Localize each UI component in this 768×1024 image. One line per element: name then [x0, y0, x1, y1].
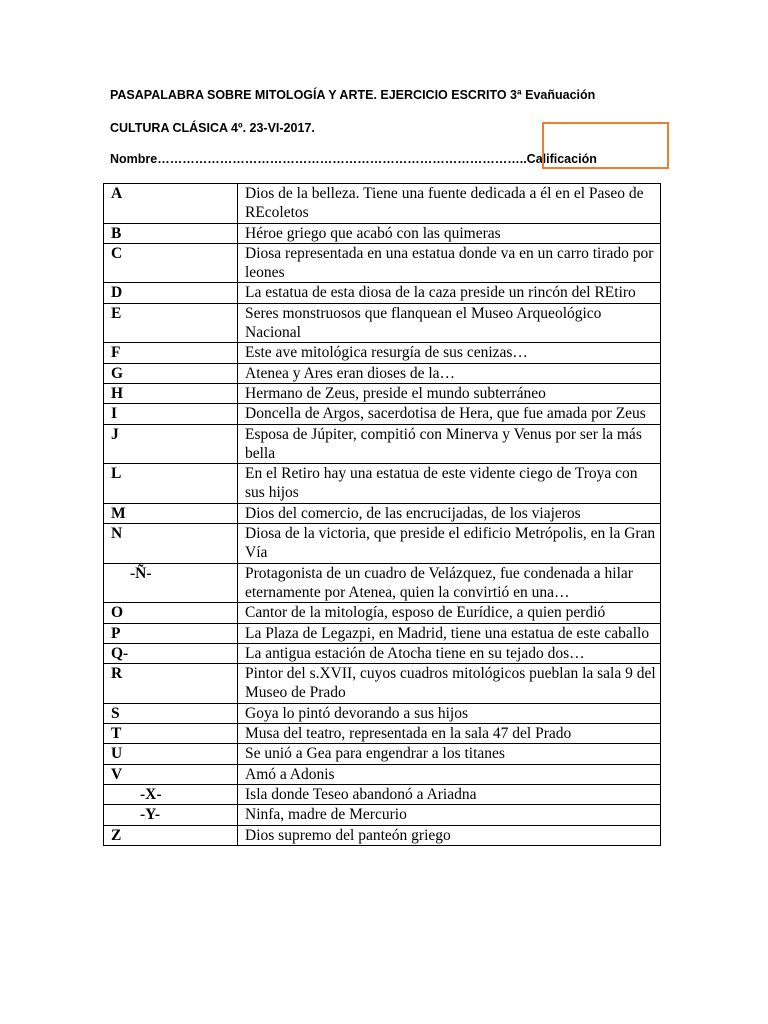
- table-row: [104, 825, 661, 845]
- row-letter: S: [104, 703, 238, 723]
- table-row: [104, 243, 661, 283]
- row-letter: N: [104, 524, 238, 564]
- table-row: [104, 223, 661, 243]
- row-clue: Dios de la belleza. Tiene una fuente dedicada a él en el Paseo de REcoletos: [238, 184, 661, 224]
- row-clue: Esposa de Júpiter, compitió con Minerva y Venus por ser la más bella: [238, 424, 661, 464]
- row-letter: J: [104, 424, 238, 464]
- row-letter: C: [104, 243, 238, 283]
- row-letter: H: [104, 383, 238, 403]
- table-row: [104, 764, 661, 784]
- table-row: [104, 623, 661, 643]
- name-line: Nombre……………………………………………………………………………..Calificación: [110, 152, 597, 166]
- row-clue: Héroe griego que acabó con las quimeras: [238, 223, 661, 243]
- row-letter: T: [104, 724, 238, 744]
- row-clue: Isla donde Teseo abandonó a Ariadna: [238, 784, 661, 804]
- row-letter: Z: [104, 825, 238, 845]
- row-clue: La Plaza de Legazpi, en Madrid, tiene una estatua de este caballo: [238, 623, 661, 643]
- table-row: [104, 503, 661, 523]
- row-clue: Seres monstruosos que flanquean el Museo Arqueológico Nacional: [238, 303, 661, 343]
- table-row: [104, 424, 661, 464]
- row-clue: Este ave mitológica resurgía de sus cenizas…: [238, 343, 661, 363]
- row-clue: Dios supremo del panteón griego: [238, 825, 661, 845]
- row-clue: Dios del comercio, de las encrucijadas, de los viajeros: [238, 503, 661, 523]
- row-letter: Q-: [104, 643, 238, 663]
- table-row: [104, 283, 661, 303]
- row-clue: Cantor de la mitología, esposo de Eurídice, a quien perdió: [238, 603, 661, 623]
- row-clue: Goya lo pintó devorando a sus hijos: [238, 703, 661, 723]
- table-row: [104, 563, 661, 603]
- row-clue: La antigua estación de Atocha tiene en su tejado dos…: [238, 643, 661, 663]
- table-row: [104, 664, 661, 704]
- table-row: [104, 643, 661, 663]
- row-clue: Se unió a Gea para engendrar a los titanes: [238, 744, 661, 764]
- table-row: [104, 524, 661, 564]
- course-line: CULTURA CLÁSICA 4º. 23-VI-2017.: [110, 121, 315, 135]
- row-clue: Musa del teatro, representada en la sala 47 del Prado: [238, 724, 661, 744]
- row-letter: B: [104, 223, 238, 243]
- row-clue: Hermano de Zeus, preside el mundo subterráneo: [238, 383, 661, 403]
- row-clue: En el Retiro hay una estatua de este vidente ciego de Troya con sus hijos: [238, 464, 661, 504]
- row-letter: O: [104, 603, 238, 623]
- row-clue: Ninfa, madre de Mercurio: [238, 805, 661, 825]
- row-clue: Pintor del s.XVII, cuyos cuadros mitológicos pueblan la sala 9 del Museo de Prado: [238, 664, 661, 704]
- table-row: [104, 603, 661, 623]
- table-row: [104, 744, 661, 764]
- table-row: [104, 805, 661, 825]
- quiz-table: [103, 183, 661, 846]
- row-clue: Diosa de la victoria, que preside el edificio Metrópolis, en la Gran Vía: [238, 524, 661, 564]
- row-letter: A: [104, 184, 238, 224]
- row-letter: P: [104, 623, 238, 643]
- row-letter: G: [104, 363, 238, 383]
- row-letter: -Ñ-: [104, 563, 238, 603]
- row-letter: M: [104, 503, 238, 523]
- row-letter: V: [104, 764, 238, 784]
- row-clue: Diosa representada en una estatua donde va en un carro tirado por leones: [238, 243, 661, 283]
- table-row: [104, 404, 661, 424]
- row-letter: D: [104, 283, 238, 303]
- table-row: [104, 303, 661, 343]
- row-letter: I: [104, 404, 238, 424]
- table-row: [104, 464, 661, 504]
- row-clue: Protagonista de un cuadro de Velázquez, fue condenada a hilar eternamente por Atenea, quien la convirtió en una…: [238, 563, 661, 603]
- table-row: [104, 724, 661, 744]
- row-clue: La estatua de esta diosa de la caza preside un rincón del REtiro: [238, 283, 661, 303]
- grade-box[interactable]: [542, 122, 669, 169]
- row-letter: F: [104, 343, 238, 363]
- row-clue: Amó a Adonis: [238, 764, 661, 784]
- row-letter: -X-: [104, 784, 238, 804]
- row-clue: Doncella de Argos, sacerdotisa de Hera, que fue amada por Zeus: [238, 404, 661, 424]
- table-row: [104, 703, 661, 723]
- table-row: [104, 363, 661, 383]
- row-letter: -Y-: [104, 805, 238, 825]
- table-row: [104, 343, 661, 363]
- row-letter: L: [104, 464, 238, 504]
- row-clue: Atenea y Ares eran dioses de la…: [238, 363, 661, 383]
- table-row: [104, 184, 661, 224]
- table-row: [104, 784, 661, 804]
- table-row: [104, 383, 661, 403]
- row-letter: R: [104, 664, 238, 704]
- row-letter: U: [104, 744, 238, 764]
- document-title: PASAPALABRA SOBRE MITOLOGÍA Y ARTE. EJERCICIO ESCRITO 3ª Evañuación: [110, 88, 596, 102]
- row-letter: E: [104, 303, 238, 343]
